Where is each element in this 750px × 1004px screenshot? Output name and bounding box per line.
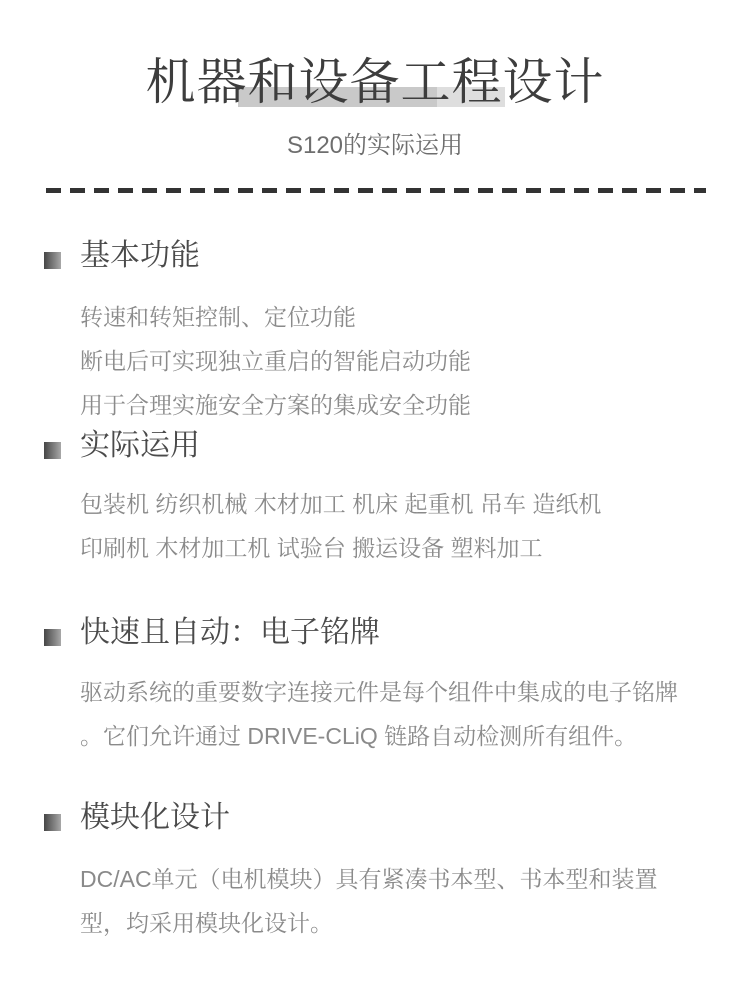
dashed-divider (46, 188, 706, 193)
section-title: 快速且自动：电子铭牌 (80, 616, 380, 649)
body-line: 驱动系统的重要数字连接元件是每个组件中集成的电子铭牌 (80, 679, 678, 705)
body-line: 包装机 纺织机械 木材加工 机床 起重机 吊车 造纸机 (80, 491, 602, 517)
page-title: 机器和设备工程设计 (145, 54, 605, 110)
section-title: 实际运用 (80, 429, 200, 462)
body-line: 型，均采用模块化设计。 (80, 910, 333, 936)
section-body (80, 857, 750, 945)
section-title: 基本功能 (80, 239, 200, 272)
section-body (80, 670, 750, 758)
body-line: 转速和转矩控制、定位功能 (80, 304, 356, 330)
body-line: DC/AC单元（电机模块）具有紧凑书本型、书本型和装置 (80, 866, 658, 892)
body-line: 用于合理实施安全方案的集成安全功能 (80, 392, 471, 418)
section-modular-design (0, 800, 750, 945)
section-body (80, 482, 750, 570)
page-subtitle: S120的实际运用 (286, 132, 464, 159)
square-bullet-icon (44, 629, 61, 646)
square-bullet-icon (44, 442, 61, 459)
square-bullet-icon (44, 252, 61, 269)
body-line: 。它们允许通过 DRIVE-CLiQ 链路自动检测所有组件。 (80, 723, 638, 749)
section-electronic-nameplate (0, 615, 750, 758)
body-line: 断电后可实现独立重启的智能启动功能 (80, 348, 471, 374)
section-title: 模块化设计 (80, 801, 230, 834)
section-basic-functions (0, 238, 750, 427)
section-body (80, 295, 750, 427)
square-bullet-icon (44, 814, 61, 831)
body-line: 印刷机 木材加工机 试验台 搬运设备 塑料加工 (80, 535, 543, 561)
section-practical-applications (0, 428, 750, 570)
